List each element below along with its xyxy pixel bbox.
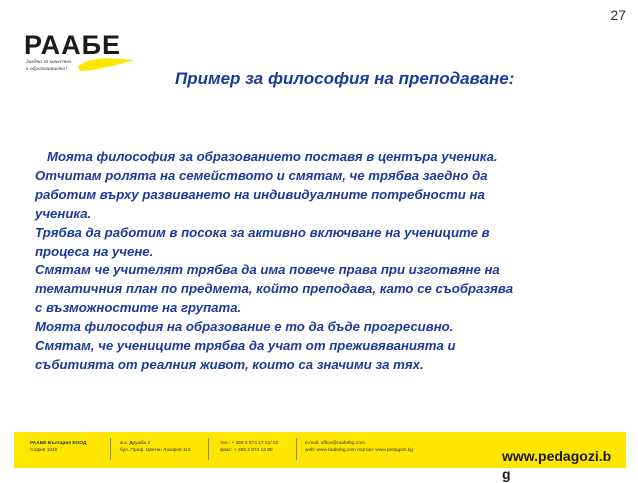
footer-phone-line2: факс: + 359 2 874 13 89 bbox=[220, 448, 273, 453]
body-line: ученика. bbox=[35, 205, 92, 221]
logo-wordmark: РААБЕ bbox=[24, 30, 122, 60]
footer-company-city: София 1040 bbox=[30, 448, 58, 453]
body-paragraph bbox=[35, 148, 610, 375]
footer-divider bbox=[208, 438, 209, 460]
website-link-line2: g bbox=[502, 466, 511, 482]
footer-contact bbox=[305, 440, 413, 454]
logo-tagline bbox=[26, 59, 86, 73]
footer-address-line2: бул. Проф. Цветан Лазаров 112 bbox=[120, 448, 191, 453]
logo-tagline-line2: в образованието! bbox=[26, 66, 68, 72]
body-line: Смятам че учителят трябва да има повече права при изготвяне на bbox=[35, 262, 500, 278]
page-number: 27 bbox=[610, 7, 626, 23]
footer-company bbox=[30, 440, 86, 454]
website-link-line1: www.pedagozi.b bbox=[502, 448, 612, 464]
footer-company-name: РААБЕ България ЕООД bbox=[30, 441, 87, 446]
footer-phone bbox=[220, 440, 278, 454]
footer-web: web: www.raabebg.com портал: www.pedagozi.bg bbox=[305, 448, 413, 453]
body-line: Моята философия за образованието поставя в центъра ученика. bbox=[47, 149, 498, 164]
body-line: Отчитам ролята на семейството и смятам, че трябва заедно да bbox=[35, 167, 488, 183]
website-link[interactable] bbox=[502, 447, 622, 483]
body-line: Смятам, че учениците трябва да учат от преживяванията и bbox=[35, 338, 456, 354]
footer-divider bbox=[110, 438, 111, 460]
body-line: работим върху развиването на индивидуалните потребности на bbox=[35, 186, 485, 202]
body-line: събитията от реалния живот, които са значими за тях. bbox=[35, 356, 424, 372]
body-line: Моята философия на образование е то да бъде прогресивно. bbox=[35, 319, 454, 335]
body-line: тематичния план по предмета, който преподава, като се съобразява bbox=[35, 281, 514, 297]
body-line: с възможностите на групата. bbox=[35, 300, 242, 316]
footer-divider bbox=[296, 438, 297, 460]
slide-title: Пример за философия на преподаване: bbox=[175, 69, 515, 88]
footer-phone-line1: тел.: + 359 2 874 17 01/ 02 bbox=[220, 441, 279, 446]
logo-tagline-line1: Заедно за качество bbox=[26, 59, 72, 65]
raabe-logo bbox=[24, 30, 134, 80]
body-line: процеса на учене. bbox=[35, 243, 154, 259]
footer-address bbox=[120, 440, 191, 454]
footer-email: e-mail: office@raabebg.com bbox=[305, 441, 365, 446]
body-line: Трябва да работим в посока за активно включване на учениците в bbox=[35, 224, 490, 240]
footer-address-line1: ж.к. Дружба 2 bbox=[120, 441, 151, 446]
